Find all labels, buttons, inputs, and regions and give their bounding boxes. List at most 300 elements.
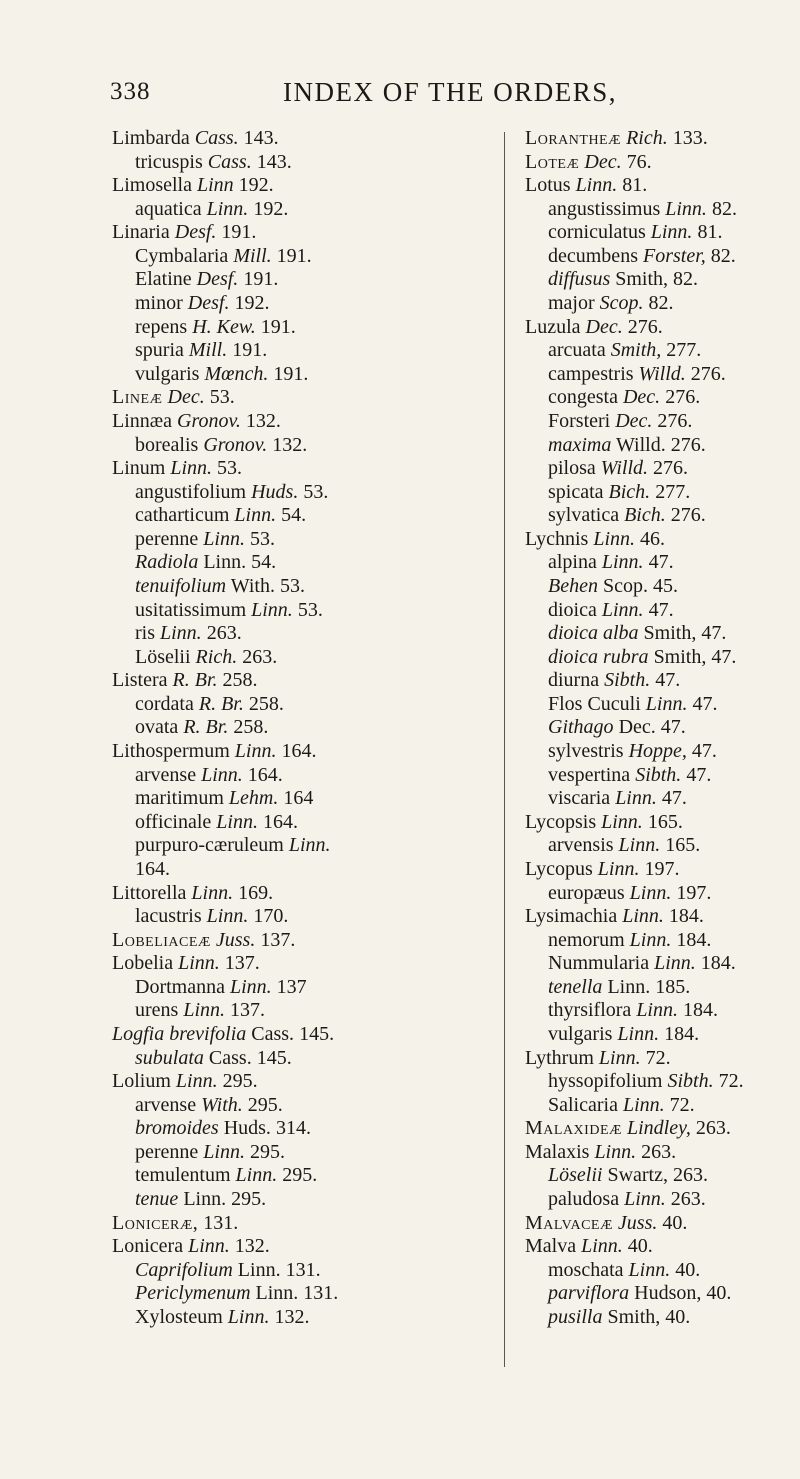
index-entry [525,386,795,410]
page-reference: 276. [653,457,689,480]
taxon-name: arcuata [548,339,606,362]
index-entry [525,1094,795,1118]
index-entry [525,174,795,198]
index-entry [112,858,482,882]
index-entry [112,646,482,670]
index-entry [525,1212,795,1236]
taxon-name: dioica [548,598,597,621]
page-reference: 40. [665,1305,691,1328]
page-reference: 184. [664,1022,700,1045]
taxon-name: arvense [135,763,197,786]
index-entry [112,1306,482,1330]
authority: R. Br. [172,669,218,692]
index-entry [112,268,482,292]
authority: Lehm. [228,787,279,810]
index-entry [525,481,795,505]
authority: Hoppe, [628,740,687,763]
authority: Sibth. [635,763,682,786]
page-reference: 295. [282,1164,318,1187]
page-reference: 137. [224,952,260,975]
taxon-name: viscaria [548,787,611,810]
page-reference: 47. [661,787,687,810]
index-entry [525,905,795,929]
index-entry [525,316,795,340]
taxon-name: europæus [548,881,625,904]
page-reference: 295. [247,1093,283,1116]
authority: Mill. [188,339,228,362]
index-entry [112,693,482,717]
taxon-name: pilosa [548,457,596,480]
authority: Forster, [642,244,706,267]
index-entry [525,1047,795,1071]
taxon-name: Lychnis [525,527,589,550]
index-entry [112,1188,482,1212]
authority: Willd. [638,362,686,385]
taxon-name: subulata [135,1046,204,1069]
taxon-name: sylvestris [548,740,624,763]
authority: Linn. [255,1282,299,1305]
taxon-name: paludosa [548,1188,620,1211]
page-reference: 47. [692,692,718,715]
authority: Linn. [160,622,202,645]
authority: Linn. [170,457,213,480]
index-entry [525,1235,795,1259]
page-reference: 295. [249,1140,285,1163]
index-entry [112,976,482,1000]
authority: Linn. [581,1235,623,1258]
taxon-name: Luzula [525,315,581,338]
authority: Linn. [234,740,277,763]
taxon-name: Limosella [112,174,192,197]
taxon-name: campestris [548,362,634,385]
index-entry [525,1188,795,1212]
authority: Cass. [194,127,239,149]
page-reference: 72. [645,1046,671,1069]
index-entry [525,1306,795,1330]
taxon-name: Listera [112,669,168,692]
index-entry [112,740,482,764]
taxon-name: decumbens [548,244,638,267]
taxon-name: urens [135,999,179,1022]
page-reference: 47. [648,598,674,621]
index-entry [525,999,795,1023]
index-entry [112,669,482,693]
authority: H. Kew. [192,315,256,338]
page-reference: 132. [234,1235,270,1258]
taxon-name: Caprifolium [135,1258,233,1281]
authority: Bich. [624,504,666,527]
index-entry [112,999,482,1023]
taxon-name: Linnæa [112,409,172,432]
order-name: Malvaceæ [525,1211,613,1234]
page-reference: 82. [711,197,737,220]
page-reference: 40. [627,1235,653,1258]
authority: Smith, [643,622,697,645]
authority: Desf. [196,268,239,291]
authority: Linn. [234,504,277,527]
index-column-left [112,127,482,1329]
index-entry [525,339,795,363]
page-reference: 137. [230,999,266,1022]
taxon-name: Nummularia [548,952,650,975]
order-name: Lineæ [112,386,163,409]
page-reference: 295. [231,1188,267,1211]
order-name: Lorantheæ [525,127,622,149]
page-reference: 53. [249,527,275,550]
authority: Linn. [628,1258,671,1281]
page-reference: 263. [695,1117,731,1140]
index-entry [112,1141,482,1165]
authority: Gronov. [177,409,241,432]
authority: Linn [196,174,234,197]
index-entry [525,882,795,906]
authority: Swartz, [607,1164,668,1187]
authority: Linn. [206,197,249,220]
authority: Linn. [203,1140,245,1163]
index-entry [112,151,482,175]
taxon-name: corniculatus [548,221,646,244]
authority: Gronov. [203,433,268,456]
taxon-name: Xylosteum [135,1305,223,1328]
taxon-name: diurna [548,669,600,692]
authority: Linn. [650,221,693,244]
page-reference: 164. [135,857,170,880]
page-reference: 47. [660,716,686,739]
index-entry [525,127,795,151]
page-reference: 143. [256,150,292,173]
authority: Hudson, [634,1282,702,1305]
taxon-name: angustissimus [548,197,661,220]
authority: Huds. [251,480,299,503]
running-head: INDEX OF THE ORDERS, [283,77,618,107]
index-entry [525,1282,795,1306]
authority: Sibth. [667,1070,714,1093]
authority: Linn. [597,857,640,880]
page-reference: 165. [665,834,701,857]
taxon-name: diffusus [548,268,611,291]
taxon-name: thyrsiflora [548,999,632,1022]
page-reference: 263. [242,645,278,668]
authority: Linn. [183,1188,227,1211]
taxon-name: sylvatica [548,504,620,527]
authority: Huds. [223,1117,271,1140]
authority: Linn. [188,1235,230,1258]
authority: Linn. [622,1093,665,1116]
authority: Lindley, [626,1117,691,1140]
index-entry [112,716,482,740]
index-entry [112,905,482,929]
index-entry [112,1117,482,1141]
page-reference: 258. [248,692,284,715]
page-reference: 72. [718,1070,744,1093]
authority: Cass. [207,150,252,173]
taxon-name: catharticum [135,504,230,527]
authority: Linn. [624,1188,666,1211]
taxon-name: perenne [135,1140,199,1163]
index-entry [525,268,795,292]
authority: Linn. [601,551,644,574]
page-reference: 191. [221,221,257,244]
page-reference: 137 [276,975,307,998]
index-entry [525,1141,795,1165]
page-reference: 47. [711,645,737,668]
authority: Smith, [615,268,669,291]
page-reference: 263. [673,1164,708,1187]
taxon-name: Lysimachia [525,905,618,928]
index-entry [112,410,482,434]
index-entry [112,1047,482,1071]
index-entry [112,1094,482,1118]
index-entry [525,363,795,387]
taxon-name: vespertina [548,763,631,786]
index-entry [525,434,795,458]
authority: Scop. [602,574,648,597]
page-reference: 192. [253,197,289,220]
taxon-name: alpina [548,551,597,574]
authority: Dec. [615,409,653,432]
index-entry [112,245,482,269]
authority: Linn. [191,881,234,904]
page-reference: 263. [670,1188,706,1211]
authority: Linn. [622,905,664,928]
page-reference: 192. [238,174,274,197]
taxon-name: repens [135,315,188,338]
index-entry [112,528,482,552]
page-reference: 132. [245,409,281,432]
index-entry [112,504,482,528]
index-entry [525,504,795,528]
taxon-name: spuria [135,339,184,362]
authority: Linn. [594,1140,637,1163]
page-reference: 197. [644,857,680,880]
taxon-name: ris [135,622,155,645]
page-reference: 40. [662,1211,688,1234]
index-entry [112,434,482,458]
index-entry [525,646,795,670]
index-entry [525,1023,795,1047]
page-reference: 185. [655,975,691,998]
page-reference: 72. [669,1093,695,1116]
index-entry [525,858,795,882]
order-name: Malaxideæ [525,1117,622,1140]
authority: Linn. [629,928,672,951]
authority: Dec. [585,315,623,338]
page-reference: 276. [657,409,693,432]
authority: Juss. [617,1211,658,1234]
page-reference: 81. [622,174,648,197]
taxon-name: tenue [135,1188,179,1211]
taxon-name: Lotus [525,174,571,197]
authority: Cass. [251,1022,295,1045]
page-reference: 131. [303,1282,339,1305]
authority: Linn. [575,174,618,197]
index-entry [525,952,795,976]
index-entry [112,1259,482,1283]
index-entry [525,410,795,434]
authority: Willd. [615,433,666,456]
index-entry [112,882,482,906]
taxon-name: maxima [548,433,612,456]
taxon-name: Behen [548,574,598,597]
taxon-name: Lycopsis [525,810,597,833]
page-reference: 314. [275,1117,311,1140]
authority: R. Br. [183,716,229,739]
index-entry [525,292,795,316]
authority: Linn. [251,598,293,621]
index-entry [525,976,795,1000]
taxon-name: Löselii [548,1164,603,1187]
taxon-name: dioica alba [548,622,639,645]
taxon-name: lacustris [135,905,202,928]
index-entry [525,151,795,175]
index-entry [525,929,795,953]
authority: Mœnch. [204,362,269,385]
page-reference: 276. [627,315,663,338]
index-entry [112,316,482,340]
taxon-name: spicata [548,480,604,503]
page-reference: 143. [243,127,279,149]
page-reference: 132. [274,1305,310,1328]
index-entry [525,811,795,835]
taxon-name: aquatica [135,197,202,220]
index-entry [112,1164,482,1188]
page-reference: 258. [222,669,258,692]
page-reference: 191. [243,268,279,291]
page-reference: 164. [247,763,283,786]
taxon-name: parviflora [548,1282,630,1305]
authority: Linn. [636,999,678,1022]
page-reference: 40. [706,1282,732,1305]
taxon-name: purpuro-cæruleum [135,834,284,857]
page-reference: 276. [670,504,706,527]
taxon-name: Cymbalaria [135,244,229,267]
index-entry [112,764,482,788]
authority: Rich. [195,645,238,668]
page-reference: 131. [203,1211,239,1234]
order-name: Loniceræ, [112,1211,199,1234]
page-reference: 184. [683,999,718,1022]
authority: Linn. [178,952,220,975]
index-entry [525,575,795,599]
order-name: Loteæ [525,150,580,173]
index-entry [112,1282,482,1306]
authority: Linn. [607,975,651,998]
page-reference: 145. [256,1046,292,1069]
authority: Linn. [237,1258,281,1281]
authority: Linn. [618,834,661,857]
authority: Linn. [615,787,657,810]
authority: Linn. [201,763,243,786]
taxon-name: ovata [135,716,179,739]
index-entry [112,811,482,835]
page-reference: 53. [217,457,243,480]
taxon-name: Elatine [135,268,192,291]
authority: Linn. [175,1070,218,1093]
index-entry [525,669,795,693]
authority: Desf. [174,221,217,244]
taxon-name: Lycopus [525,857,593,880]
taxon-name: nemorum [548,928,625,951]
taxon-name: Radiola [135,551,199,574]
page-reference: 191. [273,362,309,385]
index-entry [112,174,482,198]
taxon-name: Dortmanna [135,975,225,998]
taxon-name: moschata [548,1258,624,1281]
authority: Linn. [203,551,247,574]
taxon-name: hyssopifolium [548,1070,663,1093]
page-reference: 46. [640,527,666,550]
index-entry [525,716,795,740]
taxon-name: Lobelia [112,952,174,975]
index-entry [112,127,482,151]
taxon-name: Lonicera [112,1235,184,1258]
index-entry [525,787,795,811]
page-reference: 47. [701,622,727,645]
page-reference: 81. [697,221,723,244]
authority: Linn. [629,881,672,904]
authority: Linn. [235,1164,278,1187]
authority: Rich. [626,127,668,149]
page-reference: 47. [648,551,674,574]
authority: Cass. [208,1046,252,1069]
page-reference: 53. [297,598,323,621]
index-entry [112,787,482,811]
taxon-name: Malva [525,1235,577,1258]
taxon-name: Linum [112,457,166,480]
authority: Mill. [233,244,272,267]
taxon-name: tricuspis [135,150,203,173]
page-reference: 191. [276,244,312,267]
authority: Linn. [203,527,245,550]
index-entry [112,1070,482,1094]
index-entry [525,740,795,764]
index-entry [112,198,482,222]
authority: With. [230,574,275,597]
page-reference: 47. [691,740,717,763]
taxon-name: angustifolium [135,480,247,503]
page-reference: 40. [675,1258,701,1281]
taxon-name: Löselii [135,645,191,668]
authority: Linn. [227,1305,270,1328]
index-entry [525,599,795,623]
order-name: Lobeliaceæ [112,928,211,951]
authority: Linn. [645,692,688,715]
authority: Bich. [608,480,651,503]
column-divider [504,132,505,1367]
index-entry [525,457,795,481]
taxon-name: Limbarda [112,127,190,149]
authority: Linn. [598,1046,641,1069]
page-reference: 263. [206,622,242,645]
index-entry [525,622,795,646]
taxon-name: Salicaria [548,1093,618,1116]
page-reference: 295. [222,1070,258,1093]
authority: R. Br. [198,692,244,715]
taxon-name: tenella [548,975,603,998]
page-reference: 145. [299,1022,335,1045]
index-entry [112,481,482,505]
index-entry [112,599,482,623]
page-reference: 277. [655,480,691,503]
authority: Linn. [183,999,226,1022]
index-entry [525,221,795,245]
index-entry [525,1164,795,1188]
page-reference: 164. [281,740,317,763]
taxon-name: Linaria [112,221,170,244]
taxon-name: vulgaris [135,362,200,385]
index-column-right [525,127,795,1329]
index-entry [112,1235,482,1259]
